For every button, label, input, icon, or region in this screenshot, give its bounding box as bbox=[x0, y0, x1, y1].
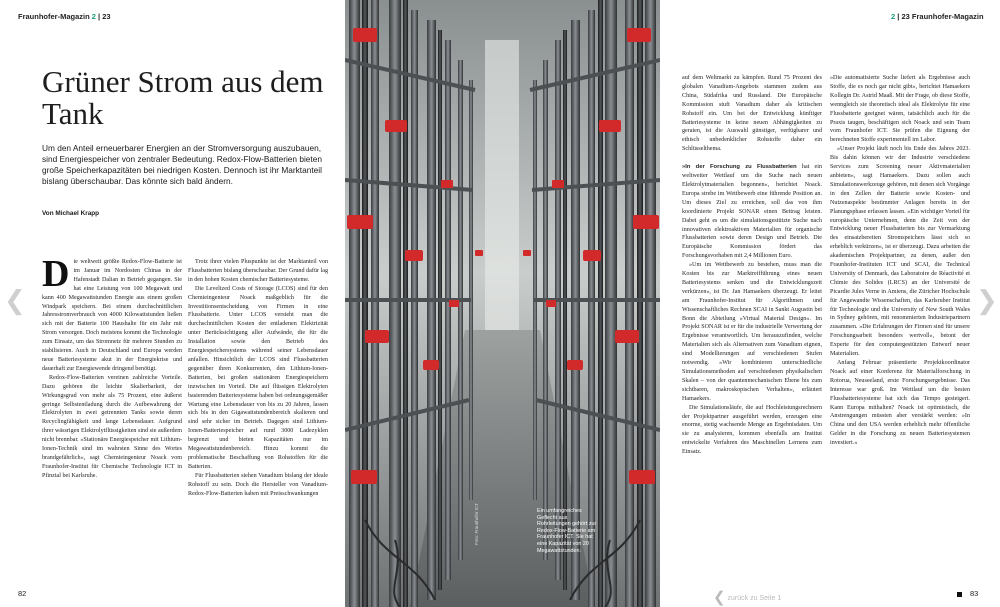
paragraph: Anfang Februar präsentierte Projektkoordinator Noack auf einer Konferenz für Materialforschung in Rotorua, Neuseeland, erste Forschungsergebnisse. Das Interesse war groß. Im Wettlauf um die besten Flussbatteriesysteme hat sich das Tempo gesteigert. Kann Europa mithalten? Noack ist optimistisch, die Anstrengungen müssten aber verstärkt werden: »In China und den USA werden erheblich mehr öffentliche Gelder in die Forschung zu neuen Batteriesystemen investiert.« bbox=[830, 360, 970, 447]
paragraph: »Die automatisierte Suche liefert als Ergebnisse auch Stoffe, die es noch gar nicht gibt«, berichtet Hamaekers Kollegin Dr. Astrid Maaß. Mit der Frage, ob diese Stoffe, wenngleich sie theoretisch ideal als Elektrolyte für eine Flussbatterie geeignet wären, tatsächlich auch für die Praxis taugen, beschäftigen sich Noack und sein Team vom Fraunhofer ICT. Sie prüfen die Eignung der berechneten Stoffe experimentell im Labor. bbox=[830, 75, 970, 144]
paragraph: auf dem Weltmarkt zu kämpfen. Rund 75 Prozent des globalen Vanadium-Angebots stammen zudem aus China, Südafrika und Russland. Die Europäische Kommission stuft Vanadium daher als kritischen Rohstoff ein. Um bei der Entwicklung künftiger Batteriesysteme in keine neuen Abhängigkeiten zu geraten, ist die Auswahl günstiger, verfügbarer und ethisch unbedenklicher Rohstoffe daher ein Schlüsselthema. bbox=[682, 75, 822, 153]
photo-caption: Ein umfangreiches Geflecht aus Rohrleitungen gehört zur Redox-Flow-Batterie am Fraunhofer ICT. Sie hat eine Kapazität von 20 Megawattstunden. bbox=[537, 508, 597, 554]
paragraph: ie weltweit größte Redox-Flow-Batterie ist im Januar im Nordosten Chinas in der Hafenstadt Dalian in Betrieb gegangen. Sie hat eine Leistung von 100 Megawatt und kann 400 Megawattstunden Energie aus einem großen Windpark speichern. Bei einem durchschnittlichen Jahresstromverbrauch von 4000 Kilowattstunden ließen sich mit der Batterie 100 Haushalte für ein Jahr mit Strom versorgen. Doch meistens kommt die Technologie zum Einsatz, um das Stromnetz für mehrere Stunden zu stabilisieren. Auch in Deutschland und Europa werden neue Batteriesysteme akut in der Energiekrise und dauerhaft zur Energiewende dringend benötigt. bbox=[42, 259, 182, 372]
drop-cap: D bbox=[42, 258, 70, 295]
paragraph: Für Flussbatterien stehen Vanadium bislang der ideale Rohstoff zu sein. Doch die Hersteller von Vanadium-Redox-Flow-Batterien haben mit Preisschwankungen bbox=[188, 472, 328, 497]
paragraph-lead-in: »In der Forschung zu Flussbatterien bbox=[682, 164, 797, 171]
magazine-name: Fraunhofer-Magazin bbox=[18, 12, 90, 21]
back-to-page-link[interactable] bbox=[713, 588, 781, 606]
body-column-3 bbox=[682, 74, 822, 582]
photo-credit: Foto: Fraunhofer ICT bbox=[474, 502, 479, 545]
paragraph: Die Levelized Costs of Storage (LCOS) sind für den Chemieingenieur Noack maßgeblich für die Investitionsentscheidung von Firmen in eine Flussbatterie. Unter LCOS versteht man die durchschnittlichen Kosten der entladenen Elektrizität unter Berücksichtigung aller Aufwände, die für die Installation sowie den Betrieb des Energiespeichersystems während seiner Lebensdauer anfallen. Hinsichtlich der LCOS sind Flussbatterien gegenüber ihren Konkurrenten, den Lithium-Ionen-Batterien, bei großen stationären Energiespeichern inzwischen im Vorteil. Die auf flüssigen Elektrolyten basierenden Batteriesysteme haben bei ordnungsgemäßer Wartung eine Lebensdauer von bis zu 20 Jahren, lassen sich bis in den Gigawattstundenbereich skalieren und sind sehr sicher im Betrieb. Dagegen sind Lithium-Ionen-Batteriespeicher auf rund 3000 Ladezyklen begrenzt und bieten Kapazitäten nur im Megawattstundenbereich. Hinzu kommt die problematische Beschaffung von Rohstoffen für die Batterien. bbox=[188, 285, 328, 470]
article-author: Von Michael Krapp bbox=[42, 210, 100, 217]
paragraph: »Um im Wettbewerb zu bestehen, muss man die Kosten bis zur Marktreifführung eines neuen Batteriesystems senken und die Entwicklungszeit verkürzen«, ist Dr. Jan Hamaekers überzeugt. Er leitet am Fraunhofer-Institut für Algorithmen und Wissenschaftliches Rechnen SCAI in Sankt Augustin bei Bonn die Abteilung »Virtual Material Design«. Im Projekt SONAR ist er für die industrielle Verwertung der Ergebnisse verantwortlich. Um herauszufinden, welche Materialien sich als Alternativen zum Vanadium eignen, sind Modellierungen auf verschiedenen Stufen notwendig. »Wir kombinieren unterschiedliche Simulationsmethoden auf verschiedenen physikalischen Skalen – von der quantenmechanischen Ebene bis zum sichtbaren, makroskopischen Verhalten«, erläutert Hamaekers. bbox=[682, 262, 822, 402]
right-page-header bbox=[891, 12, 984, 21]
issue-number: 2 bbox=[91, 12, 96, 21]
issue-year: 23 bbox=[102, 12, 111, 21]
issue-separator: | bbox=[897, 12, 900, 21]
paragraph: Redox-Flow-Batterien vereinen zahlreiche Vorteile. Dazu gehören die leichte Skalierbarkeit, der Wirkungsgrad von mehr als 75 Prozent, eine äußerst geringe Selbstentladung durch die Aufbewahrung der Elektrolyten in zwei getrennten Tanks sowie deren Recyclingfähigkeit und lange Lebensdauer. Aufgrund ihrer wässrigen Elektrolytflüssigkeiten sind sie außerdem nicht brennbar. »Stationäre Energiespeicher mit Lithium-Ionen-Technik sind im wahrsten Sinne des Wortes brandgefährlich«, sagt Chemieingenieur Noack vom Fraunhofer-Institut für Chemische Technologie ICT in Pfinztal bei Karlsruhe. bbox=[42, 374, 182, 479]
body-column-1 bbox=[42, 258, 182, 576]
paragraph: hat ein weltweiter Wettlauf um die Suche nach neuen Elektrolytmaterialien begonnen«, berichtet Noack. Europa strebe im Wettbewerb eine führende Position an. Um dieses Ziel zu erreichen, soll das von ihm koordinierte Projekt SONAR einen Beitrag leisten. Dabei geht es um die simulationsgestützte Suche nach innovativen elektroaktiven Materialien für organische Flussbatterien sowie deren Design und Betrieb. Die Europäische Kommission fördert das Forschungsvorhaben mit 2,4 Millionen Euro. bbox=[682, 164, 822, 260]
end-of-article-mark bbox=[957, 592, 962, 597]
body-column-2 bbox=[188, 258, 328, 588]
issue-year: 23 bbox=[901, 12, 910, 21]
next-page-arrow-icon[interactable]: ❯ bbox=[976, 286, 998, 316]
paragraph: »Unser Projekt läuft noch bis Ende des Jahres 2023. Bis dahin können wir der Industrie verschiedene Services zum Screening neuer Aktivmaterialien anbieten«, sagt Hamaekers. Dazu sollen auch Simulationswerkzeuge gehören, mit denen sich Vorgänge in den Zellen der Batterie sowie Kosten- und Nutzenaspekte bestimmter Anlagen bereits in der Planungsphase erfassen lassen. »Ein wichtiger Vorteil für europäische Unternehmen, denn die Zeit von der Entwicklung neuer Flussbatterien bis zur Vermarktung des einsatzbereiten Stromspeichers lässt sich so erheblich verkürzen«, ist er überzeugt. Dazu arbeiten die akademischen Projektpartner, zu denen, außer den Fraunhofer-Instituten ICT und SCAI, die Technical University of Denmark, das Laboratoire de Réactivité et Chimie des Solides (LRCS) an der Université de Picardie Jules Verne in Amiens, die Züricher Hochschule für Angewandte Wissenschaften, das Karlsruher Institut für Technologie und die University of New South Wales in Sydney gehören, mit renommierten Industriepartnern zusammen. »Die Erfahrungen der Firmen sind für unsere Forschungsarbeit besonders wertvoll«, betont der Experte für den computergestützten Entwurf neuer Materialien. bbox=[830, 146, 970, 358]
left-page-header bbox=[18, 12, 111, 21]
back-link-label: zurück zu Seite 1 bbox=[727, 595, 782, 602]
page-number-right: 83 bbox=[970, 589, 979, 598]
paragraph: Trotz ihrer vielen Pluspunkte ist der Marktanteil von Flussbatterien bislang überschaubar. Der Grund dafür lag in den hohen Kosten chemischer Batteriesysteme. bbox=[188, 259, 328, 283]
issue-separator: | bbox=[98, 12, 101, 21]
paragraph: Die Simulationsläufe, die auf Hochleistungsrechnern der Projektpartner ausgeführt werden, erzeugen eine enorme, stetig wachsende Menge an Ergebnisdaten. Um sie zu analysieren, kommen ebenfalls am Institut entwickelte Verfahren des Maschinellen Lernens zum Einsatz. bbox=[682, 404, 822, 456]
article-lead: Um den Anteil erneuerbarer Energien an der Stromversorgung auszubauen, sind Energiespeicher von zentraler Bedeutung. Redox-Flow-Batterien bieten große Speicherkapazitäten bei niedrigen Kosten. Dennoch ist ihr Marktanteil bislang überschaubar. Das könnte sich bald ändern. bbox=[42, 143, 322, 187]
issue-number: 2 bbox=[891, 12, 896, 21]
body-column-4 bbox=[830, 74, 970, 586]
article-photo bbox=[345, 0, 660, 607]
article-title: Grüner Strom aus dem Tank bbox=[42, 64, 324, 131]
previous-page-arrow-icon[interactable]: ❮ bbox=[4, 286, 26, 316]
back-chevron-icon: ❮ bbox=[713, 589, 726, 606]
magazine-name: Fraunhofer-Magazin bbox=[911, 12, 984, 21]
battery-pipes-image bbox=[345, 0, 660, 607]
page-number-left: 82 bbox=[18, 589, 27, 598]
